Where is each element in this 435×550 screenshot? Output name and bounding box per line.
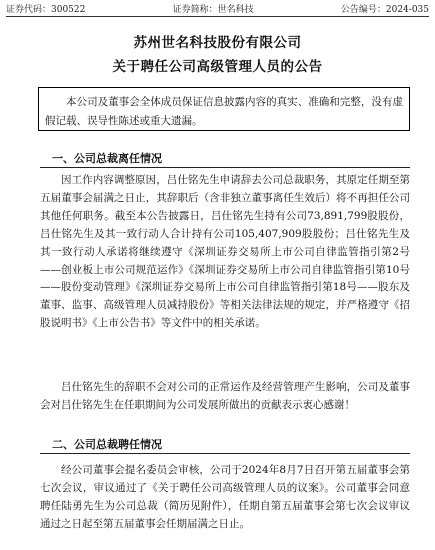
announcement-number: 公告编号：2024-035 [340, 4, 429, 15]
stock-code: 证券代码：300522 [6, 4, 86, 15]
announcement-title: 关于聘任公司高级管理人员的公告 [112, 59, 323, 75]
section-divider-2 [40, 453, 410, 454]
header-divider [6, 16, 429, 17]
disclosure-notice-box: 本公司及董事会全体成员保证信息披露内容的真实、准确和完整，没有虚假记载、误导性陈述或重大遗漏。 [38, 87, 410, 131]
section-heading-1: 一、公司总裁离任情况 [52, 152, 162, 165]
stock-name: 证券简称：世名科技 [172, 4, 254, 15]
section-1-paragraph-2: 吕仕铭先生的辞职不会对公司的正常运作及经营管理产生影响，公司及董事会对吕仕铭先生在任职期间为公司发展所做出的贡献表示衷心感谢！ [40, 381, 410, 411]
section-2-paragraph-1: 经公司董事会提名委员会审核，公司于2024年8月7日召开第五届董事会第七次会议，审议通过了《关于聘任公司高级管理人员的议案》。公司董事会同意聘任陆勇先生为公司总裁（简历见附件），任期自第五届董事会第七次会议审议通过之日起至第五届董事会任期届满之日止。 [40, 464, 410, 530]
section-heading-2: 二、公司总裁聘任情况 [52, 438, 162, 451]
section-divider-1 [40, 167, 410, 168]
company-name: 苏州世名科技股份有限公司 [133, 35, 302, 51]
section-1-paragraph-1: 因工作内容调整原因，吕仕铭先生申请辞去公司总裁职务，其原定任期至第五届董事会届满之日止，其辞职后（含非独立董事离任生效后）将不再担任公司其他任何职务。截至本公告披露日，吕仕铭先生持有公司73,891,799股股份，吕仕铭先生及其一致行动人合计持有公司105,407,909股股份；吕仕铭先生及其一致行动人承诺将继续遵守《深圳证券交易所上市公司自律监管指引第2号——创业板上市公司规范运作》《深圳证券交易所上市公司自律监管指引第10号——股份变动管理》《深圳证券交易所上市公司自律监管指引第18号——股东及董事、监事、高级管理人员减持股份》等相关法律法规的规定，并严格遵守《招股说明书》《上市公告书》等文件中的相关承诺。 [40, 174, 410, 330]
announcement-header [6, 0, 429, 16]
